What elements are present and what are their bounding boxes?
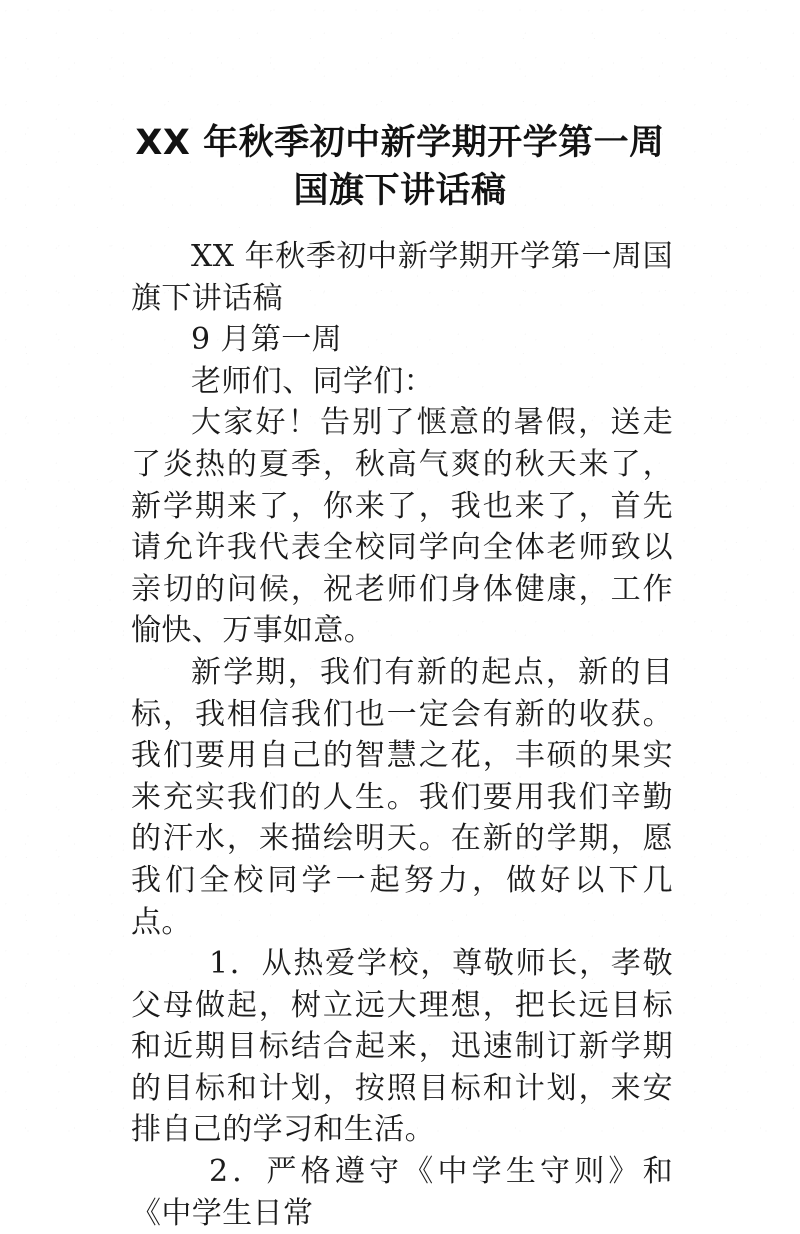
paragraph-heading-repeat: XX 年秋季初中新学期开学第一周国旗下讲话稿 — [131, 239, 673, 316]
paragraph-new-term: 新学期，我们有新的起点，新的目标，我相信我们也一定会有新的收获。我们要用自己的智慧之花，丰硕的果实来充实我们的人生。我们要用我们辛勤的汗水，来描绘明天。在新的学期，愿我们全校同学一起努力，做好以下几点。 — [131, 654, 673, 940]
document-body — [131, 236, 673, 1234]
paragraph-date-line: 9 月第一周 — [191, 322, 343, 358]
paragraph-greeting: 大家好！告别了惬意的暑假，送走了炎热的夏季，秋高气爽的秋天来了，新学期来了，你来了，我也来了，首先请允许我代表全校同学向全体老师致以亲切的问候，祝老师们身体健康，工作愉快、万事如意。 — [131, 405, 673, 649]
list-item-point-1: 1．从热爱学校，尊敬师长，孝敬父母做起，树立远大理想，把长远目标和近期目标结合起来，迅速制订新学期的目标和计划，按照目标和计划，来安排自己的学习和生活。 — [131, 946, 673, 1148]
list-item-point-2: 2．严格遵守《中学生守则》和《中学生日常 — [131, 1154, 673, 1231]
paragraph-salutation: 老师们、同学们： — [191, 363, 435, 399]
page-title: XX 年秋季初中新学期开学第一周国旗下讲话稿 — [135, 123, 665, 212]
